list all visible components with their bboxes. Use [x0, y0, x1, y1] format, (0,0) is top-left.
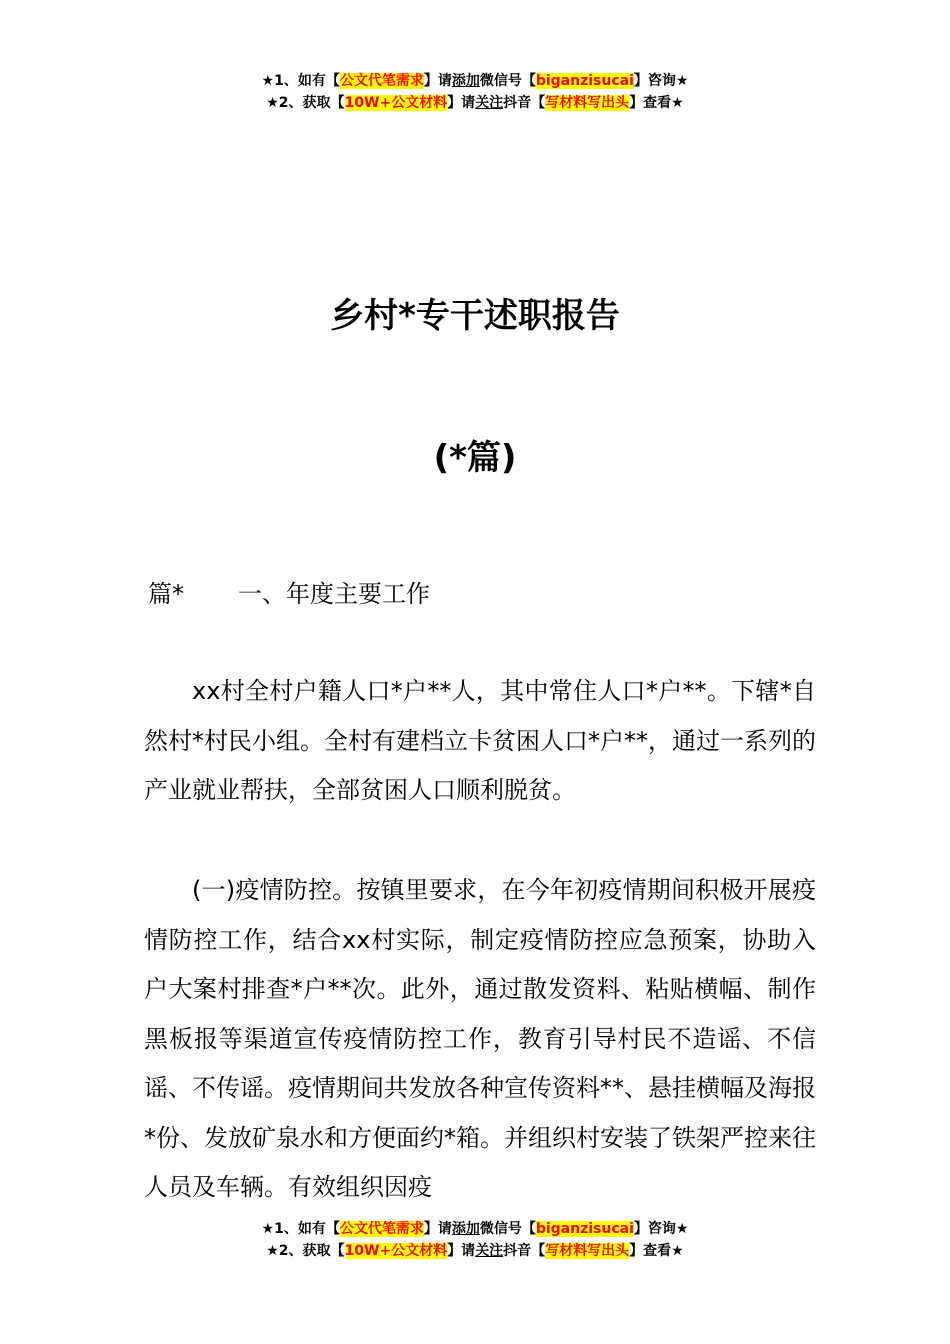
promo-text: 】请 — [423, 73, 452, 89]
promo-text: ★1、如有【 — [261, 1221, 340, 1237]
promo-text: ★2、获取【 — [266, 95, 345, 111]
promo-underline: 添加 — [451, 73, 480, 89]
promo-highlight: 10W+公文材料 — [344, 1243, 448, 1259]
document-subtitle: (*篇) — [433, 438, 517, 478]
promo-highlight: biganzisucai — [535, 1221, 634, 1237]
promo-text: 】咨询★ — [633, 73, 689, 89]
promo-text: 】查看★ — [629, 95, 684, 111]
promo-underline: 关注 — [475, 95, 504, 111]
footer-promo-banner — [0, 1218, 950, 1262]
promo-underline: 关注 — [475, 1243, 504, 1259]
promo-highlight: 公文代笔需求 — [339, 1221, 424, 1237]
promo-line-1 — [0, 70, 950, 92]
header-promo-banner — [0, 70, 950, 114]
promo-text: 】请 — [447, 1243, 476, 1259]
document-title: 乡村*专干述职报告 — [330, 296, 620, 336]
promo-underline: 添加 — [451, 1221, 480, 1237]
promo-text: ★1、如有【 — [261, 73, 340, 89]
promo-text: 微信号【 — [479, 1221, 536, 1237]
body-paragraph: xx村全村户籍人口*户**人，其中常住人口*户**。下辖*自然村*村民小组。全村有建档立卡贫困人口*户**，通过一系列的产业就业帮扶，全部贫困人口顺利脱贫。 — [144, 677, 816, 804]
section-heading — [148, 574, 430, 609]
promo-text: 】请 — [423, 1221, 452, 1237]
promo-text: 抖音【 — [503, 1243, 546, 1259]
section-heading-text: 一、年度主要工作 — [238, 580, 430, 608]
promo-text: 微信号【 — [479, 73, 536, 89]
promo-text: 】咨询★ — [633, 1221, 689, 1237]
promo-highlight: 写材料写出头 — [545, 95, 630, 111]
promo-highlight: 公文代笔需求 — [339, 73, 424, 89]
section-tag: 篇* — [148, 580, 184, 608]
promo-line-2 — [0, 92, 950, 114]
promo-highlight: biganzisucai — [535, 73, 634, 89]
promo-highlight: 写材料写出头 — [545, 1243, 630, 1259]
promo-text: 】查看★ — [629, 1243, 684, 1259]
promo-line-2 — [0, 1240, 950, 1262]
promo-text: ★2、获取【 — [266, 1243, 345, 1259]
promo-text: 】请 — [447, 95, 476, 111]
promo-line-1 — [0, 1218, 950, 1240]
body-paragraph: (一)疫情防控。按镇里要求，在今年初疫情期间积极开展疫情防控工作，结合xx村实际，制定疫情防控应急预案，协助入户大案村排查*户**次。此外，通过散发资料、粘贴横幅、制作黑板报等渠道宣传疫情防控工作，教育引导村民不造谣、不信谣、不传谣。疫情期间共发放各种宣传资料**、悬挂横幅及海报*份、发放矿泉水和方便面约*箱。并组织村安装了铁架严控来往人员及车辆。有效组织因疫 — [144, 876, 816, 1201]
promo-text: 抖音【 — [503, 95, 546, 111]
promo-highlight: 10W+公文材料 — [344, 95, 448, 111]
